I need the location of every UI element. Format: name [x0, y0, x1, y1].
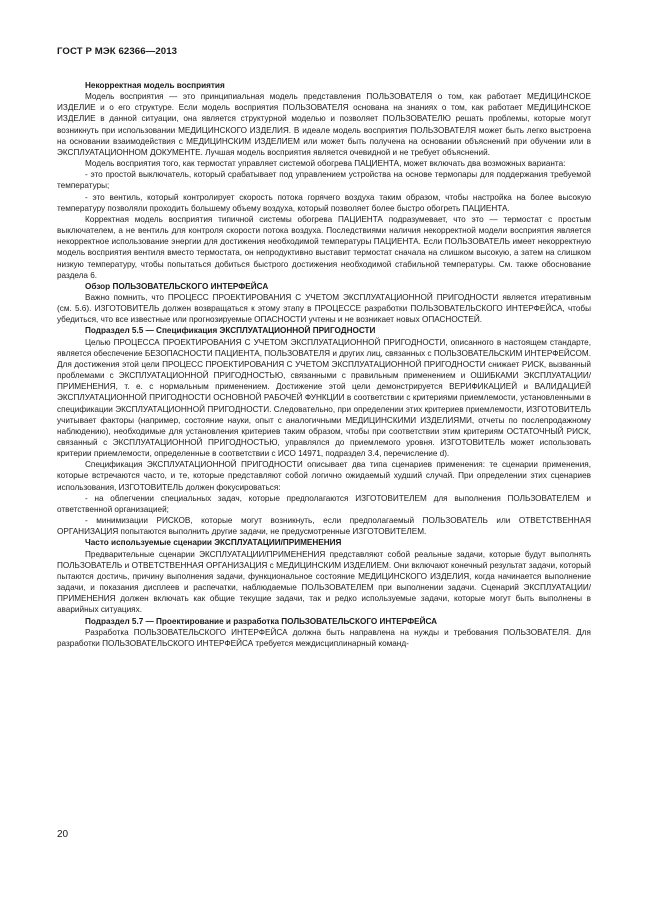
paragraph-iterative-process: Важно помнить, что ПРОЦЕСС ПРОЕКТИРОВАНИЯ С УЧЕТОМ ЭКСПЛУАТАЦИОННОЙ ПРИГОДНОСТИ является итеративным (см. 5.6). ИЗГОТОВИТЕЛЬ должен возвращаться к этому этапу в ПРОЦЕССЕ разработки ПОЛЬЗОВАТЕЛЬСКОГО ИНТЕРФЕЙСА, чтобы убедиться, что все известные или прогнозируемые ОПАСНОСТИ учтены и не возникает новых ОПАСНОСТЕЙ.	[57, 292, 591, 325]
paragraph-model-definition: Модель восприятия — это принципиальная модель представления ПОЛЬЗОВАТЕЛЯ о том, как работает МЕДИЦИНСКОЕ ИЗДЕЛИЕ и о его структуре. Если модель восприятия ПОЛЬЗОВАТЕЛЯ основана на знаниях о том, как работает МЕДИЦИНСКОЕ ИЗДЕЛИЕ в данной ситуации, она является структурной моделью и позволяет ПОЛЬЗОВАТЕЛЮ решать проблемы, которые могут возникнуть при использовании МЕДИЦИНСКОГО ИЗДЕЛИЯ. В идеале модель восприятия ПОЛЬЗОВАТЕЛЯ может быть легко выстроена на основании взаимодействия с МЕДИЦИНСКИМ ИЗДЕЛИЕМ или может быть получена на основании объяснений при обучении или в ЭКСПЛУАТАЦИОННОМ ДОКУМЕНТЕ. Лучшая модель восприятия является очевидной и не требует объяснений.	[57, 92, 591, 157]
list-item-valve: - это вентиль, который контролирует скорость потока горячего воздуха таким образом, чтобы настройка на более высокую температуру позволяли проходить большему объему воздуха, который позволяет более быстро обогреть ПАЦИЕНТА.	[57, 192, 591, 213]
list-item-minimize-risks: - минимизации РИСКОВ, которые могут возникнуть, если предполагаемый ПОЛЬЗОВАТЕЛЬ или ОТВЕТСТВЕННАЯ ОРГАНИЗАЦИЯ попытаются выполнить другие задачи, не предусмотренные ИЗГОТОВИТЕЛЕМ.	[57, 516, 591, 537]
paragraph-usage-scenarios: Спецификация ЭКСПЛУАТАЦИОННОЙ ПРИГОДНОСТИ описывает два типа сценариев применения: те сценарии применения, которые встречаются часто, и те, которые представляют собой логично ожидаемый худший случай. При определении этих сценариев использования, ИЗГОТОВИТЕЛЬ должен фокусироваться:	[57, 460, 591, 492]
paragraph-preliminary-scenarios: Предварительные сценарии ЭКСПЛУАТАЦИИ/ПРИМЕНЕНИЯ представляют собой реальные задачи, которые будут выполнять ПОЛЬЗОВАТЕЛЬ и ОТВЕТСТВЕННАЯ ОРГАНИЗАЦИЯ с МЕДИЦИНСКИМ ИЗДЕЛИЕМ. Они включают конечный результат задачи, который пытаются достичь, причину выполнения задачи, функциональное состояние МЕДИЦИНСКОГО ИЗДЕЛИЯ, когда начинается выполнение задачи, и показания дисплеев и распечатки, наблюдаемые ПОЛЬЗОВАТЕЛЕМ при выполнении задачи. Сценарий ЭКСПЛУАТАЦИИ/ПРИМЕНЕНИЯ должен включать как общие текущие задачи, так и редко используемые задачи, которые могут быть выполнены в аварийных ситуациях.	[57, 549, 591, 615]
list-item-switch: - это простой выключатель, который срабатывает под управлением устройства на основе термопары для поддержания требуемой температуры;	[57, 170, 591, 191]
section-title-5-5: Подраздел 5.5 — Спецификация ЭКСПЛУАТАЦИОННОЙ ПРИГОДНОСТИ	[85, 326, 376, 336]
list-item-facilitate-tasks: - на облегчении специальных задач, которые предполагаются ИЗГОТОВИТЕЛЕМ для выполнения ПОЛЬЗОВАТЕЛЕМ и ответственной организацией;	[57, 493, 591, 514]
standard-header: ГОСТ Р МЭК 62366—2013	[57, 46, 178, 57]
section-title-ui-overview: Обзор ПОЛЬЗОВАТЕЛЬСКОГО ИНТЕРФЕЙСА	[85, 281, 269, 291]
paragraph-usability-goal: Целью ПРОЦЕССА ПРОЕКТИРОВАНИЯ С УЧЕТОМ ЭКСПЛУАТАЦИОННОЙ ПРИГОДНОСТИ, описанного в настоящем стандарте, является обеспечение БЕЗОПАСНОСТИ ПАЦИЕНТА, ПОЛЬЗОВАТЕЛЯ и других лиц, связанных с ПОЛЬЗОВАТЕЛЬСКИМ ИНТЕРФЕЙСОМ. Для достижения этой цели ПРОЦЕСС ПРОЕКТИРОВАНИЯ С УЧЕТОМ ЭКСПЛУАТАЦИОННОЙ ПРИГОДНОСТИ снижает РИСК, вызванный проблемами с ЭКСПЛУАТАЦИОННОЙ ПРИГОДНОСТЬЮ, связанными с правильным применением и ОШИБКАМИ ЭКСПЛУАТАЦИИ/ПРИМЕНЕНИЯ, т. е. с нормальным применением. Достижение этой цели демонстрируется ВЕРИФИКАЦИЕЙ и ВАЛИДАЦИЕЙ ЭКСПЛУАТАЦИОННОЙ ПРИГОДНОСТИ ОСНОВНОЙ РАБОЧЕЙ ФУНКЦИИ в соответствии с критериями приемлемости, установленными в спецификации ЭКСПЛУАТАЦИОННОЙ ПРИГОДНОСТИ. Следовательно, при определении этих критериев приемлемости, ИЗГОТОВИТЕЛЬ учитывает факторы (например, состояние науки, опыт с аналогичными МЕДИЦИНСКИМИ ИЗДЕЛИЯМИ, отчеты по послепродажному наблюдению), необходимые для установления критериев таким образом, чтобы при соответствии этим критериям ОСТАТОЧНЫЙ РИСК, связанный с ЭКСПЛУАТАЦИОННОЙ ПРИГОДНОСТЬЮ, управлялся до приемлемого уровня. ИЗГОТОВИТЕЛЬ может использовать критерии приемлемости, определенные в соответствии с ИСО 14971, подраздел 3.4, перечисление d).	[57, 337, 591, 459]
paragraph-thermostat-variants: Модель восприятия того, как термостат управляет системой обогрева ПАЦИЕНТА, может включать два возможных варианта:	[85, 159, 566, 169]
document-body	[57, 80, 591, 649]
section-title-incorrect-model: Некорректная модель восприятия	[85, 81, 225, 90]
paragraph-ui-development: Разработка ПОЛЬЗОВАТЕЛЬСКОГО ИНТЕРФЕЙСА должна быть направлена на нужды и требования ПОЛЬЗОВАТЕЛЯ. Для разработки ПОЛЬЗОВАТЕЛЬСКОГО ИНТЕРФЕЙСА требуется междисциплинарный команд-	[57, 627, 591, 648]
page-number: 20	[57, 829, 69, 840]
paragraph-correct-model: Корректная модель восприятия типичной системы обогрева ПАЦИЕНТА подразумевает, что это — термостат с простым выключателем, а не вентиль для контроля скорости потока воздуха. Последствиями наличия некорректной модели восприятия является некорректное использование энергии для достижения необходимой температуры ПАЦИЕНТА. Если ПОЛЬЗОВАТЕЛЬ имеет некорректную модель восприятия вентиля вместо термостата, он непродуктивно выставит термостат сначала на слишком высокую, а затем на слишком низкую температуру, чтобы попытаться добиться быстрого достижения необходимой стабильной температуры. См. также обоснование раздела 6.	[57, 214, 591, 280]
section-title-5-7: Подраздел 5.7 — Проектирование и разработка ПОЛЬЗОВАТЕЛЬСКОГО ИНТЕРФЕЙСА	[85, 616, 438, 626]
section-title-frequent-scenarios: Часто используемые сценарии ЭКСПЛУАТАЦИИ/ПРИМЕНЕНИЯ	[85, 538, 342, 548]
